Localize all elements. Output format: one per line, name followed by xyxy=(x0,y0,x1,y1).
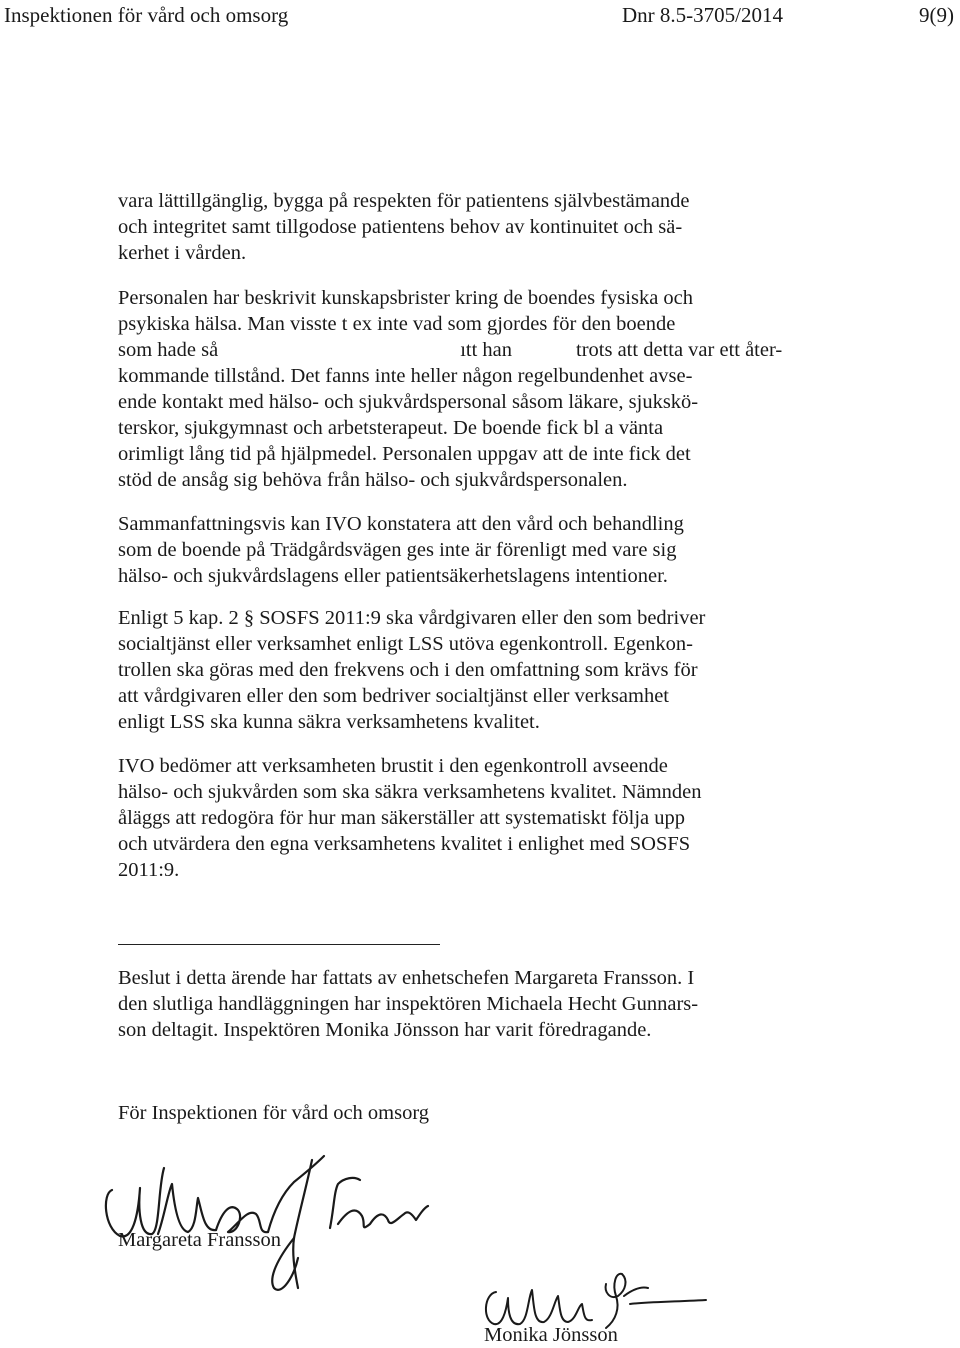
text-line: son deltagit. Inspektören Monika Jönsson har varit föredragande. xyxy=(118,1019,652,1041)
header-organization: Inspektionen för vård och omsorg xyxy=(4,3,289,27)
text-line: kerhet i vården. xyxy=(118,242,247,264)
paragraph-decision-info xyxy=(118,965,768,1043)
header-case-number: Dnr 8.5-3705/2014 xyxy=(622,3,783,27)
signatory-name-1: Margareta Fransson xyxy=(118,1229,282,1251)
text-line: åläggs att redogöra för hur man säkerställer att systematiskt följa upp xyxy=(118,807,685,829)
text-line: stöd de ansåg sig behöva från hälso- och sjukvårdspersonalen. xyxy=(118,469,628,491)
redacted-text-line xyxy=(118,337,783,363)
text-line: den slutliga handläggningen har inspektören Michaela Hecht Gunnars- xyxy=(118,993,699,1015)
text-line: Personalen har beskrivit kunskapsbrister kring de boendes fysiska och xyxy=(118,287,694,309)
text-line: Sammanfattningsvis kan IVO konstatera att den vård och behandling xyxy=(118,513,684,535)
text-line: Enligt 5 kap. 2 § SOSFS 2011:9 ska vårdgivaren eller den som bedriver xyxy=(118,607,706,629)
text-line: trollen ska göras med den frekvens och i den omfattning som krävs för xyxy=(118,659,698,681)
paragraph-summary xyxy=(118,511,768,589)
text-line: och integritet samt tillgodose patientens behov av kontinuitet och sä- xyxy=(118,216,683,238)
text-line: att vårdgivaren eller den som bedriver socialtjänst eller verksamhet xyxy=(118,685,670,707)
text-line: orimligt lång tid på hjälpmedel. Personalen uppgav att de inte fick det xyxy=(118,443,691,465)
text-line: hälso- och sjukvården som ska säkra verksamhetens kvalitet. Nämnden xyxy=(118,781,702,803)
paragraph-patient-rights xyxy=(118,188,768,266)
text-line: hälso- och sjukvårdslagens eller patientsäkerhetslagens intentioner. xyxy=(118,565,668,587)
text-line: 2011:9. xyxy=(118,859,180,881)
text-line: och utvärdera den egna verksamhetens kvalitet i enlighet med SOSFS xyxy=(118,833,691,855)
paragraph-self-control-regulation xyxy=(118,605,768,735)
text-line: psykiska hälsa. Man visste t ex inte vad som gjordes för den boende xyxy=(118,313,676,335)
closing-line: För Inspektionen för vård och omsorg xyxy=(118,1102,430,1124)
signature-handwriting-1 xyxy=(98,1148,428,1298)
text-line: terskor, sjukgymnast och arbetsterapeut. De boende fick bl a vänta xyxy=(118,417,664,439)
text-line: ende kontakt med hälso- och sjukvårdspersonal såsom läkare, sjukskö- xyxy=(118,391,699,413)
paragraph-ivo-assessment xyxy=(118,753,768,883)
divider-rule xyxy=(118,944,440,945)
text-line: som de boende på Trädgårdsvägen ges inte är förenligt med vare sig xyxy=(118,539,677,561)
text-line: Beslut i detta ärende har fattats av enhetschefen Margareta Fransson. I xyxy=(118,967,695,989)
text-fragment: som hade så xyxy=(118,339,219,361)
text-line: socialtjänst eller verksamhet enligt LSS utöva egenkontroll. Egenkon- xyxy=(118,633,694,655)
paragraph-knowledge-gaps xyxy=(118,285,783,493)
text-fragment: trots att detta var ett åter- xyxy=(576,339,783,361)
signatory-name-2: Monika Jönsson xyxy=(484,1324,618,1346)
text-line: vara lättillgänglig, bygga på respekten för patientens självbestämande xyxy=(118,190,690,212)
text-line: kommande tillstånd. Det fanns inte heller någon regelbundenhet avse- xyxy=(118,365,693,387)
header-page-number: 9(9) xyxy=(919,3,954,27)
text-line: IVO bedömer att verksamheten brustit i den egenkontroll avseende xyxy=(118,755,668,777)
text-line: enligt LSS ska kunna säkra verksamhetens kvalitet. xyxy=(118,711,540,733)
text-fragment: ıtt han xyxy=(460,339,513,361)
